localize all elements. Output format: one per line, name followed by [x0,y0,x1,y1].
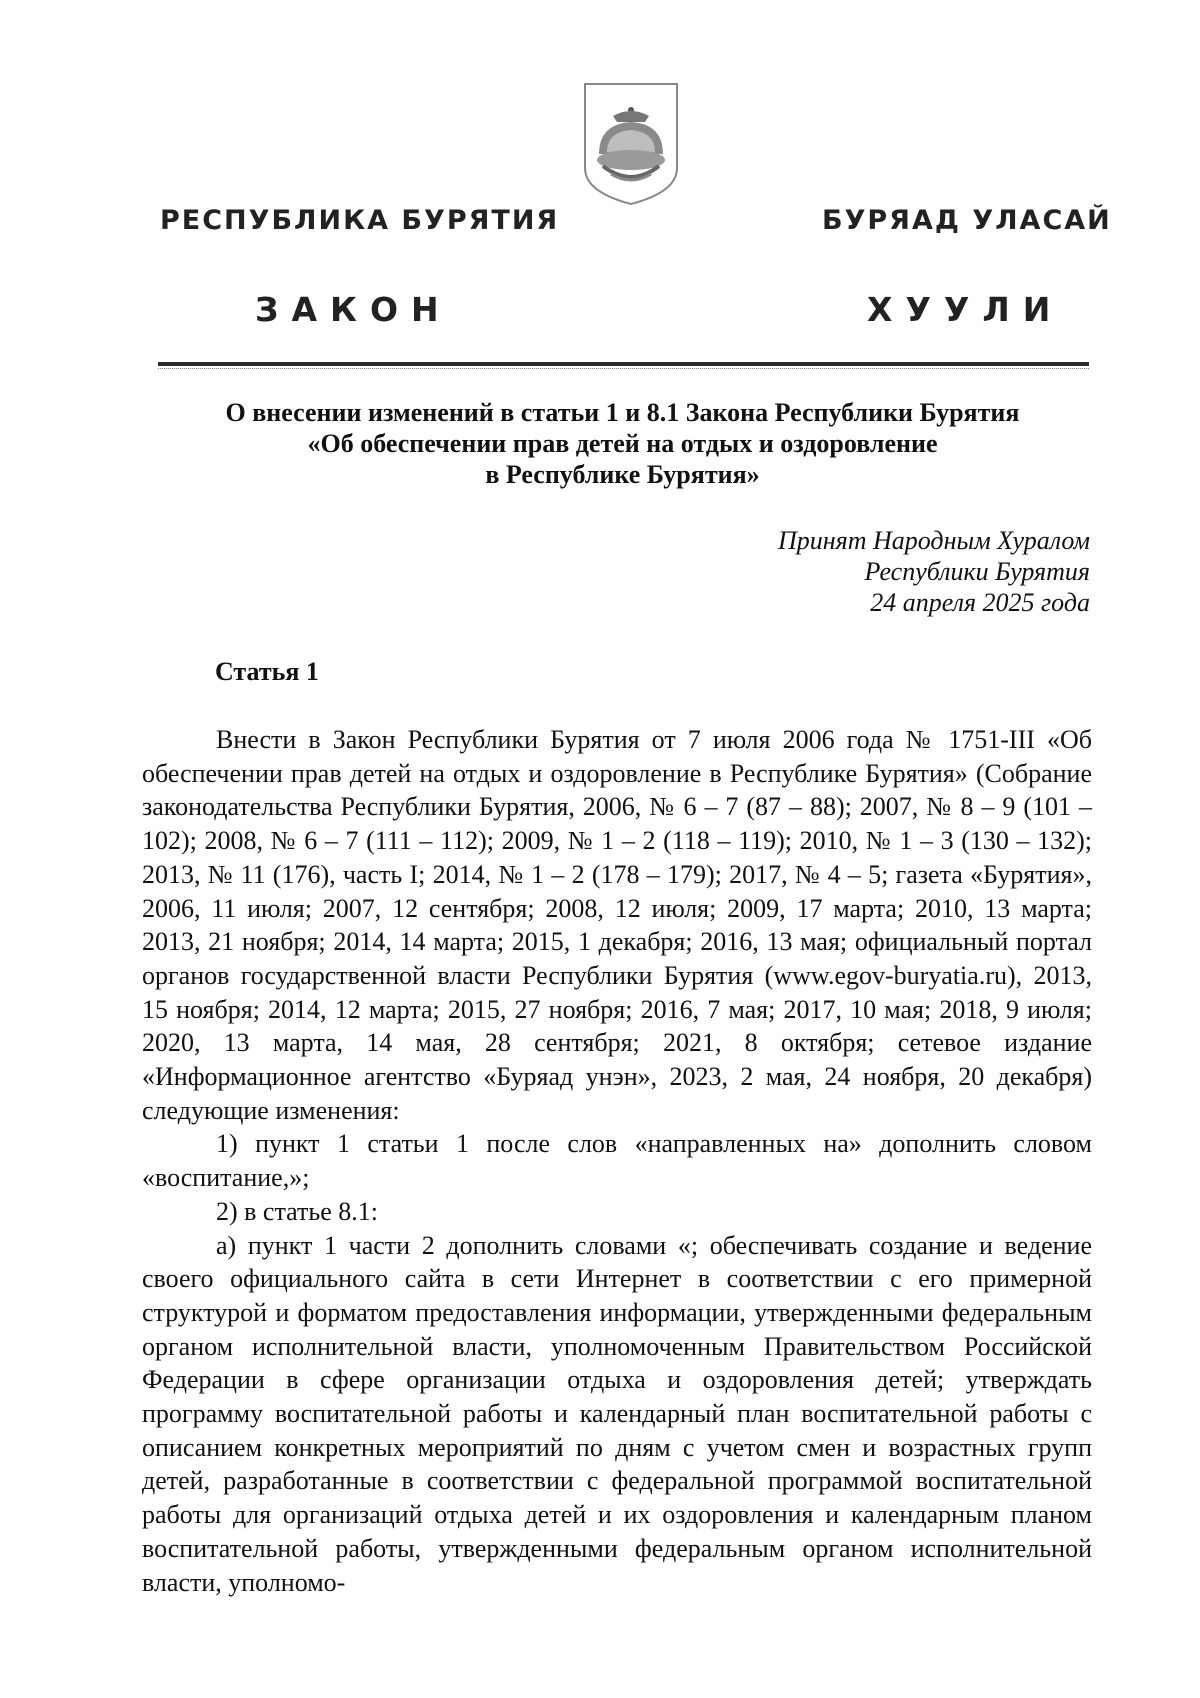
law-title-line-1: О внесении изменений в статьи 1 и 8.1 Закона Республики Бурятия [225,398,1020,427]
paragraph-item-1: 1) пункт 1 статьи 1 после слов «направленных на» дополнить словом «воспитание,»; [142,1129,1092,1193]
law-title-line-2: «Об обеспечении прав детей на отдых и оздоровление [307,429,938,458]
header-divider [158,362,1089,366]
adoption-date: 24 апреля 2025 года [870,588,1090,617]
law-title-line-3: в Республике Бурятия» [485,460,760,489]
article-body [142,723,1092,1599]
paragraph-item-2a: а) пункт 1 части 2 дополнить словами «; обеспечивать создание и ведение своего официального сайта в сети Интернет в соответствии с его примерной структурой и форматом предоставления информации, утвержденными федеральным органом исполнительной власти, уполномоченным Правительством Российской Федерации в сфере организации отдыха и оздоровления детей; утверждать программу воспитательной работы и календарный план воспитательной работы с описанием конкретных мероприятий по дням с учетом смен и возрастных групп детей, разработанные в соответствии с федеральной программой воспитательной работы для организаций отдыха детей и их оздоровления и календарным планом воспитательной работы, утвержденными федеральным органом исполнительной власти, уполномо- [142,1230,1092,1597]
paragraph-intro: Внести в Закон Республики Бурятия от 7 июля 2006 года № 1751-III «Об обеспечении прав детей на отдых и оздоровление в Республике Бурятия» (Собрание законодательства Республики Бурятия, 2006, № 6 – 7 (87 – 88); 2007, № 8 – 9 (101 – 102); 2008, № 6 – 7 (111 – 112); 2009, № 1 – 2 (118 – 119); 2010, № 1 – 3 (130 – 132); 2013, № 11 (176), часть I; 2014, № 1 – 2 (178 – 179); 2017, № 4 – 5; газета «Бурятия», 2006, 11 июля; 2007, 12 сентября; 2008, 12 июля; 2009, 17 марта; 2010, 13 марта; 2013, 21 ноября; 2014, 14 марта; 2015, 1 декабря; 2016, 13 мая; официальный портал органов государственной власти Республики Бурятия (www.egov-buryatia.ru), 2013, 15 ноября; 2014, 12 марта; 2015, 27 ноября; 2016, 7 мая; 2017, 10 мая; 2018, 9 июля; 2020, 13 марта, 14 мая, 28 сентября; 2021, 8 октября; сетевое издание «Информационное агентство «Буряад унэн», 2023, 2 мая, 24 ноября, 20 декабря) следующие изменения: [142,725,1092,1125]
article-heading: Статья 1 [215,657,319,686]
law-title [150,397,1095,490]
coat-of-arms-emblem-icon [583,82,679,206]
adoption-note-line-1: Принят Народным Хуралом [777,526,1090,555]
republic-name-russian: РЕСПУБЛИКА БУРЯТИЯ [160,205,560,236]
header-divider-dotted [158,368,1089,369]
adoption-note-line-2: Республики Бурятия [864,557,1090,586]
law-label-buryat: ХУУЛИ [867,290,1064,329]
republic-name-buryat: БУРЯАД УЛАСАЙ [822,205,1112,236]
law-label-russian: ЗАКОН [255,290,452,329]
paragraph-item-2: 2) в статье 8.1: [216,1196,379,1226]
adoption-note [778,525,1090,618]
